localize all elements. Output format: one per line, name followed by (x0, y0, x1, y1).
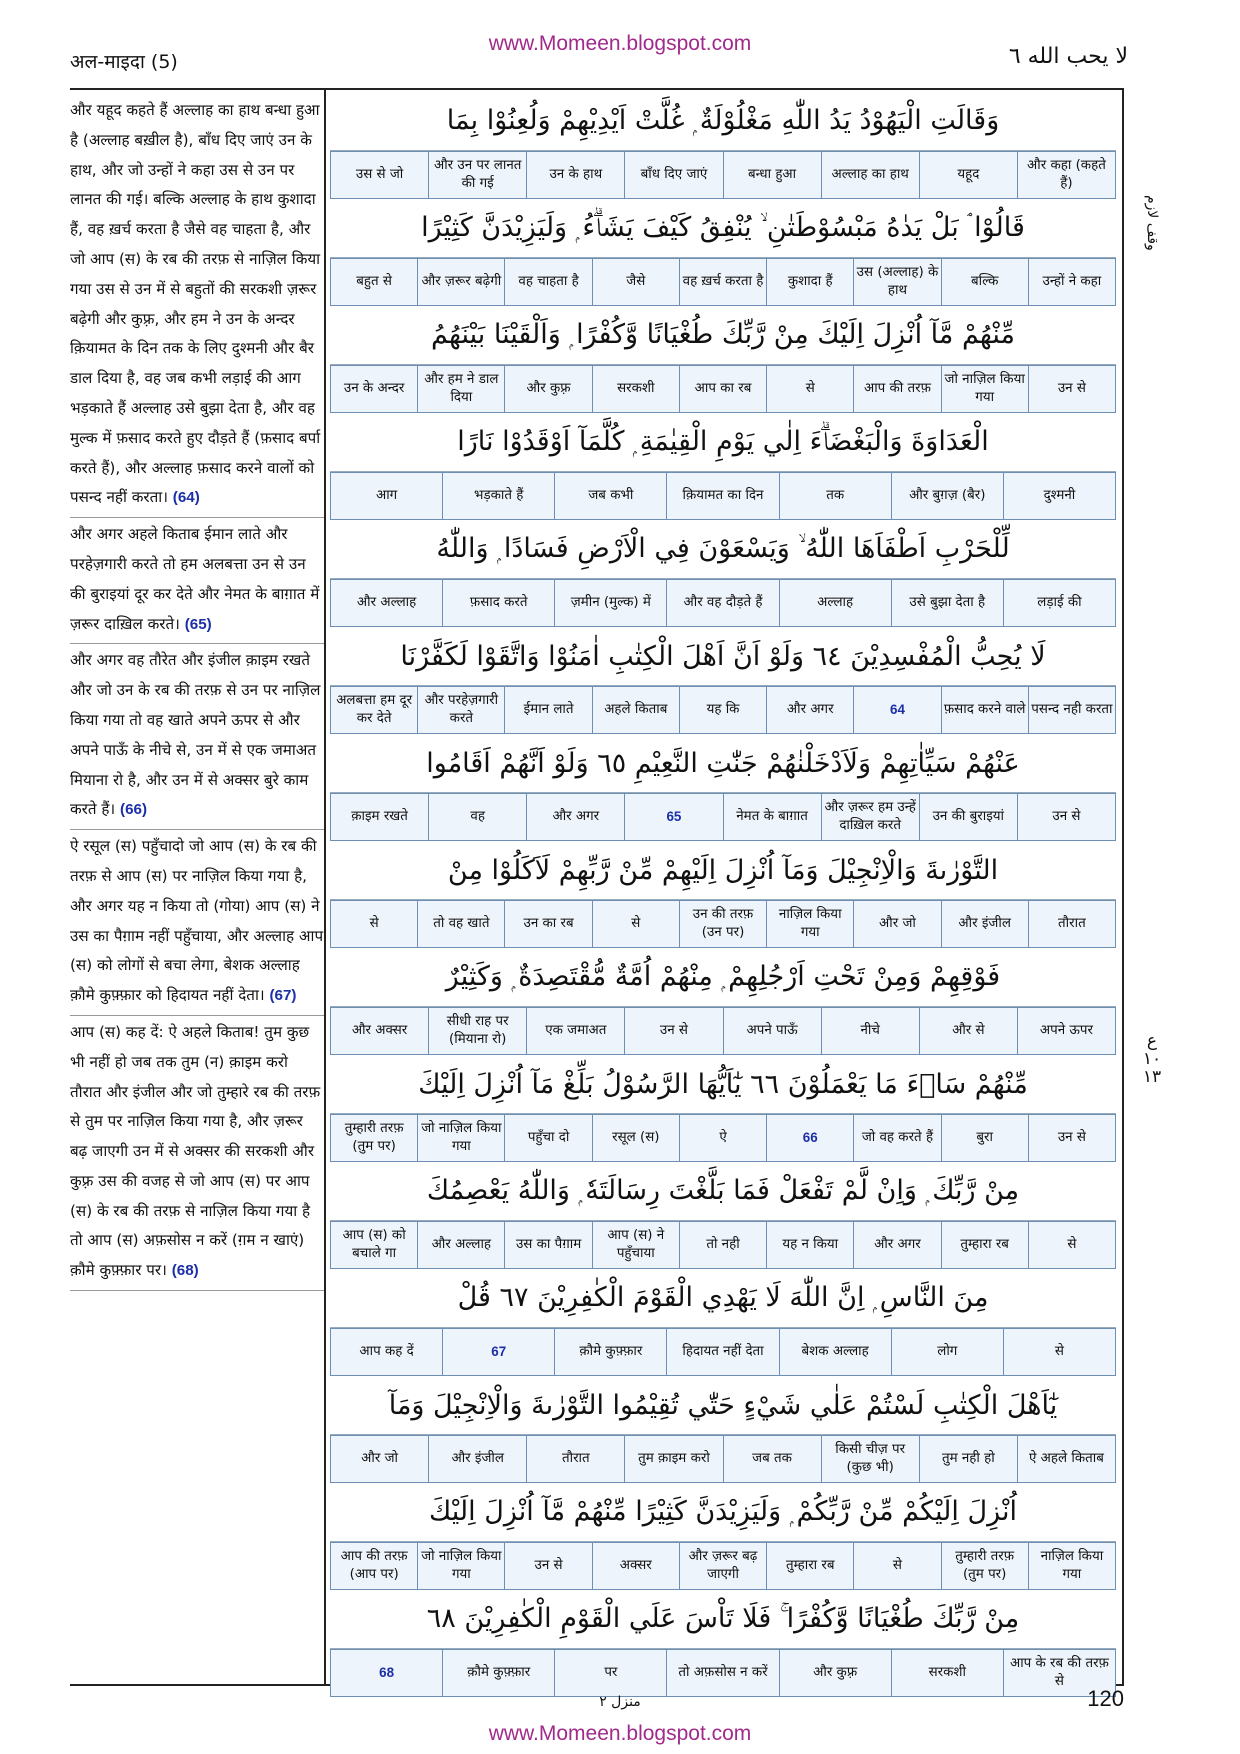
word-translation-cell: और ज़रूर बढ़ेगी (417, 259, 504, 305)
word-translation-strip (330, 1114, 1116, 1162)
word-translation-cell: तुम नही हो (919, 1436, 1017, 1482)
word-translation-cell: किसी चीज़ पर (कुछ भी) (821, 1436, 919, 1482)
word-translation-cell: से (1028, 1222, 1115, 1268)
translation-paragraph (70, 644, 324, 830)
word-translation-strip (330, 1649, 1116, 1697)
word-translation-cell: यह न किया (766, 1222, 853, 1268)
word-translation-cell: तुम्हारा रब (941, 1222, 1028, 1268)
word-translation-cell: आप (स) ने पहुँचाया (592, 1222, 679, 1268)
word-translation-cell: अल्लाह (779, 580, 891, 626)
arabic-line: فَوْقِهِمْ وَمِنْ تَحْتِ اَرْجُلِهِمْ ۭ مِنْهُمْ اُمَّةٌ مُّقْتَصِدَةٌ ۭ وَكَثِيْرٌ (330, 948, 1116, 1007)
word-translation-cell: और अल्लाह (331, 580, 442, 626)
word-translation-cell: तक (779, 473, 891, 519)
word-translation-cell: क़ाइम रखते (331, 794, 428, 840)
verse-number: (66) (120, 801, 148, 819)
word-translation-cell: उन से (624, 1008, 722, 1054)
translation-column (70, 94, 324, 1291)
arabic-line: عَنْهُمْ سَيِّاٰتِهِمْ وَلَاَدْخَلْنٰهُمْ جَنّٰتِ النَّعِيْمِ ٦٥ وَلَوْ اَنَّهُمْ اَقَامُوا (330, 734, 1116, 793)
arabic-line: التَّوْرٰىةَ وَالْاِنْجِيْلَ وَمَآ اُنْزِلَ اِلَيْهِمْ مِّنْ رَّبِّهِمْ لَاَكَلُوْا مِنْ (330, 841, 1116, 900)
word-translation-cell: उन के हाथ (526, 152, 624, 198)
word-translation-cell: और इंजील (428, 1436, 526, 1482)
word-translation-cell: बेशक अल्लाह (779, 1329, 891, 1375)
word-translation-cell: उस का पैग़ाम (504, 1222, 591, 1268)
word-translation-cell: से (331, 901, 417, 947)
word-translation-cell: उन्हों ने कहा (1028, 259, 1115, 305)
word-translation-strip (330, 793, 1116, 841)
word-translation-cell: और कुफ़्र (779, 1650, 891, 1696)
word-translation-cell: उसे बुझा देता है (891, 580, 1003, 626)
verse-row (330, 1483, 1116, 1590)
word-translation-cell: तो नही (679, 1222, 766, 1268)
word-translation-cell: और से (919, 1008, 1017, 1054)
word-translation-cell: क़ियामत का दिन (666, 473, 778, 519)
word-translation-cell: वह चाहता है (504, 259, 591, 305)
word-translation-cell: आप की तरफ़ (आप पर) (331, 1543, 417, 1589)
arabic-line: مِّنْهُمْ سَاۗءَ مَا يَعْمَلُوْنَ ٦٦ يٰٓاَيُّهَا الرَّسُوْلُ بَلِّغْ مَآ اُنْزِلَ اِلَيْكَ (330, 1055, 1116, 1114)
word-translation-cell: नाज़िल किया गया (766, 901, 853, 947)
word-translation-cell: और बुग़ज़ (बैर) (891, 473, 1003, 519)
verse-number-cell: 65 (624, 794, 722, 840)
page-number: 120 (1087, 1686, 1124, 1711)
word-translation-cell: लड़ाई की (1003, 580, 1115, 626)
word-translation-strip (330, 579, 1116, 627)
right-border (1122, 90, 1124, 1685)
word-translation-strip (330, 365, 1116, 413)
word-translation-cell: भड़काते हैं (442, 473, 554, 519)
verse-number-cell: 68 (331, 1650, 442, 1696)
word-translation-cell: आप का रब (679, 366, 766, 412)
word-translation-cell: और अगर (853, 1222, 940, 1268)
arabic-line: لِّلْحَرْبِ اَطْفَاَهَا اللّٰهُ ۙ وَيَسْعَوْنَ فِي الْاَرْضِ فَسَادًا ۭ وَاللّٰهُ (330, 520, 1116, 579)
word-translation-cell: उन की तरफ़ (उन पर) (679, 901, 766, 947)
word-translation-cell: उन की बुराइयां (919, 794, 1017, 840)
word-translation-cell: उन से (1017, 794, 1115, 840)
word-translation-cell: जब तक (723, 1436, 821, 1482)
verse-row (330, 92, 1116, 199)
word-translation-cell: तुम्हारा रब (766, 1543, 853, 1589)
word-translation-cell: आप के रब की तरफ़ से (1003, 1650, 1115, 1696)
word-translation-cell: बुरा (941, 1115, 1028, 1161)
word-translation-cell: बन्धा हुआ (723, 152, 821, 198)
verse-row (330, 734, 1116, 841)
arabic-line: اُنْزِلَ اِلَيْكُمْ مِّنْ رَّبِّكُمْ ۭ وَلَيَزِيْدَنَّ كَثِيْرًا مِّنْهُمْ مَّآ اُنْزِلَ اِلَيْكَ (330, 1483, 1116, 1542)
word-translation-cell: तो अफ़सोस न करें (666, 1650, 778, 1696)
word-translation-cell: यह कि (679, 687, 766, 733)
word-translation-cell: जो नाज़िल किया गया (941, 366, 1028, 412)
word-translation-cell: उन का रब (504, 901, 591, 947)
arabic-line: وَقَالَتِ الْيَهُوْدُ يَدُ اللّٰهِ مَغْلُوْلَةٌ ۭ غُلَّتْ اَيْدِيْهِمْ وَلُعِنُوْا بِمَا (330, 92, 1116, 151)
word-translation-cell: और उन पर लानत की गई (428, 152, 526, 198)
word-translation-cell: और हम ने डाल दिया (417, 366, 504, 412)
word-translation-cell: तुम क़ाइम करो (624, 1436, 722, 1482)
word-translation-cell: एक जमाअत (526, 1008, 624, 1054)
verse-row (330, 1269, 1116, 1376)
word-translation-cell: ऐ (679, 1115, 766, 1161)
word-translation-cell: आप (स) को बचाले गा (331, 1222, 417, 1268)
word-translation-cell: ईमान लाते (504, 687, 591, 733)
word-translation-cell: और जो (331, 1436, 428, 1482)
word-translation-cell: बाँध दिए जाएं (624, 152, 722, 198)
word-translation-cell: जो वह करते हैं (853, 1115, 940, 1161)
word-translation-cell: सरकशी (891, 1650, 1003, 1696)
word-translation-cell: अलबत्ता हम दूर कर देते (331, 687, 417, 733)
word-translation-cell: बहुत से (331, 259, 417, 305)
word-translation-cell: जब कभी (554, 473, 666, 519)
translation-paragraph (70, 1016, 324, 1291)
verse-number: (64) (172, 489, 200, 507)
manzil-label: منزل ٢ (599, 1694, 641, 1710)
column-divider (324, 90, 326, 1685)
word-translation-cell: अहले किताब (592, 687, 679, 733)
word-translation-cell: बल्कि (941, 259, 1028, 305)
word-translation-cell: नीचे (821, 1008, 919, 1054)
word-translation-strip (330, 151, 1116, 199)
arabic-line: الْعَدَاوَةَ وَالْبَغْضَاۗءَ اِلٰي يَوْمِ الْقِيٰمَةِ ۭ كُلَّمَآ اَوْقَدُوْا نَارًا (330, 413, 1116, 472)
word-translation-strip (330, 472, 1116, 520)
word-translation-cell: तौरात (1028, 901, 1115, 947)
verse-row (330, 199, 1116, 306)
arabic-line: مِنْ رَّبِّكَ ۭ وَاِنْ لَّمْ تَفْعَلْ فَمَا بَلَّغْتَ رِسَالَتَهٗ ۭ وَاللّٰهُ يَعْصِمُكَ (330, 1162, 1116, 1221)
arabic-line: مِنَ النَّاسِ ۭ اِنَّ اللّٰهَ لَا يَهْدِي الْقَوْمَ الْكٰفِرِيْنَ ٦٧ قُلْ (330, 1269, 1116, 1328)
word-translation-cell: जो नाज़िल किया गया (417, 1115, 504, 1161)
word-translation-cell: उस (अल्लाह) के हाथ (853, 259, 940, 305)
word-translation-cell: हिदायत नहीं देता (666, 1329, 778, 1375)
word-translation-cell: से (1003, 1329, 1115, 1375)
verse-row (330, 1376, 1116, 1483)
word-translation-cell: उस से जो (331, 152, 428, 198)
word-translation-cell: उन के अन्दर (331, 366, 417, 412)
word-translation-cell: रसूल (स) (592, 1115, 679, 1161)
paragraph-text: और अगर अहले किताब ईमान लाते और परहेज़गारी करते तो हम अलबत्ता उन से उन की बुराइयां दूर कर देते और नेमत के बाग़ात में ज़रूर दाख़िल करते। (70, 525, 320, 633)
word-translation-cell: सीधी राह पर (मियाना रो) (428, 1008, 526, 1054)
word-translation-strip (330, 1435, 1116, 1483)
word-by-word-panel (330, 92, 1116, 1697)
word-translation-cell: क़ौमे कुफ़्फ़ार (442, 1650, 554, 1696)
word-translation-cell: फ़साद करने वाले (941, 687, 1028, 733)
verse-number: (67) (269, 987, 297, 1005)
word-translation-strip (330, 1221, 1116, 1269)
translation-paragraph (70, 518, 324, 644)
word-translation-cell: और ज़रूर हम उन्हें दाख़िल करते (821, 794, 919, 840)
verse-row (330, 306, 1116, 413)
word-translation-cell: आप की तरफ़ (853, 366, 940, 412)
verse-row (330, 1590, 1116, 1697)
verse-row (330, 1055, 1116, 1162)
verse-row (330, 841, 1116, 948)
word-translation-cell: तुम्हारी तरफ़ (तुम पर) (331, 1115, 417, 1161)
word-translation-cell: और इंजील (941, 901, 1028, 947)
word-translation-strip (330, 1328, 1116, 1376)
ruku-marker: ع ١٠ ١٣ (1142, 1031, 1162, 1087)
word-translation-cell: यहूद (919, 152, 1017, 198)
word-translation-cell: और कहा (कहते हैं) (1017, 152, 1115, 198)
paragraph-text: और अगर वह तौरेत और इंजील क़ाइम रखते और जो उन के रब की तरफ़ से उन पर नाज़िल किया गया तो वह खाते अपने ऊपर से और अपने पाऊँ के नीचे से, उन में से एक जमाअत मियाना रो है, और उन में से अक्सर बुरे काम करते हैं। (70, 651, 321, 819)
word-translation-cell: आप कह दें (331, 1329, 442, 1375)
word-translation-cell: कुशादा हैं (766, 259, 853, 305)
word-translation-cell: उन से (1028, 1115, 1115, 1161)
word-translation-cell: तो वह खाते (417, 901, 504, 947)
verse-row (330, 948, 1116, 1055)
verse-number: (68) (171, 1262, 199, 1280)
word-translation-cell: सरकशी (592, 366, 679, 412)
top-url[interactable]: www.Momeen.blogspot.com (488, 32, 752, 55)
word-translation-cell: और अक्सर (331, 1008, 428, 1054)
verse-row (330, 627, 1116, 734)
word-translation-cell: वह (428, 794, 526, 840)
word-translation-cell: फ़साद करते (442, 580, 554, 626)
word-translation-cell: वह ख़र्च करता है (679, 259, 766, 305)
arabic-line: مِنْ رَّبِّكَ طُغْيَانًا وَّكُفْرًا ۚ فَلَا تَاْسَ عَلَي الْقَوْمِ الْكٰفِرِيْنَ ٦٨ (330, 1590, 1116, 1649)
word-translation-cell: और वह दौड़ते हैं (666, 580, 778, 626)
word-translation-cell: उन से (504, 1543, 591, 1589)
verse-row (330, 1162, 1116, 1269)
word-translation-cell: अल्लाह का हाथ (821, 152, 919, 198)
word-translation-cell: से (853, 1543, 940, 1589)
word-translation-cell: ऐ अहले किताब (1017, 1436, 1115, 1482)
arabic-line: قَالُوْا ۘ بَلْ يَدٰهُ مَبْسُوْطَتٰنِ ۙ يُنْفِقُ كَيْفَ يَشَاۗءُ ۭ وَلَيَزِيْدَنَّ كَثِيْرًا (330, 199, 1116, 258)
word-translation-cell: और ज़रूर बढ़ जाएगी (679, 1543, 766, 1589)
verse-row (330, 413, 1116, 520)
word-translation-cell: आग (331, 473, 442, 519)
top-rule (70, 88, 1124, 90)
word-translation-cell: तौरात (526, 1436, 624, 1482)
verse-number: (65) (184, 615, 212, 633)
paragraph-text: आप (स) कह दें: ऐ अहले किताब! तुम कुछ भी नहीं हो जब तक तुम (न) क़ाइम करो तौरात और इंजील और जो तुम्हारे रब की तरफ़ से तुम पर नाज़िल किया गया है, और ज़रूर बढ़ जाएगी उन में से अक्सर की सरकशी और कुफ़्र उस की वजह से जो आप (स) पर आप (स) के रब की तरफ़ से नाज़िल किया गया है तो आप (स) अफ़सोस न करें (ग़म न खाएं) क़ौमे कुफ़्फ़ार पर। (70, 1022, 321, 1280)
juz-header: لا يحب الله ٦ (1008, 44, 1128, 69)
word-translation-cell: क़ौमे कुफ़्फ़ार (554, 1329, 666, 1375)
word-translation-cell: जो नाज़िल किया गया (417, 1543, 504, 1589)
word-translation-cell: अपने पाऊँ (723, 1008, 821, 1054)
arabic-line: يٰٓاَهْلَ الْكِتٰبِ لَسْتُمْ عَلٰي شَيْءٍ حَتّٰي تُقِيْمُوا التَّوْرٰىةَ وَالْاِنْجِيْلَ وَمَآ (330, 1376, 1116, 1435)
word-translation-strip (330, 900, 1116, 948)
waqf-note: وقف لازم (1144, 195, 1160, 251)
word-translation-cell: जैसे (592, 259, 679, 305)
word-translation-strip (330, 1542, 1116, 1590)
arabic-line: مِّنْهُمْ مَّآ اُنْزِلَ اِلَيْكَ مِنْ رَّبِّكَ طُغْيَانًا وَّكُفْرًا ۭ وَاَلْقَيْنَا بَيْنَهُمُ (330, 306, 1116, 365)
word-translation-cell: और परहेज़गारी करते (417, 687, 504, 733)
bottom-url[interactable]: www.Momeen.blogspot.com (488, 1722, 752, 1745)
word-translation-cell: से (592, 901, 679, 947)
word-translation-cell: तुम्हारी तरफ़ (तुम पर) (941, 1543, 1028, 1589)
verse-row (330, 520, 1116, 627)
word-translation-cell: और अगर (766, 687, 853, 733)
word-translation-cell: और कुफ़्र (504, 366, 591, 412)
word-translation-strip (330, 1007, 1116, 1055)
word-translation-cell: से (766, 366, 853, 412)
word-translation-cell: पर (554, 1650, 666, 1696)
word-translation-cell: अक्सर (592, 1543, 679, 1589)
translation-paragraph (70, 94, 324, 518)
verse-number-cell: 67 (442, 1329, 554, 1375)
paragraph-text: ऐ रसूल (स) पहुँचादो जो आप (स) के रब की तरफ़ से आप (स) पर नाज़िल किया गया है, और अगर यह न किया तो (गोया) आप (स) ने उस का पैग़ाम नहीं पहुँचाया, और अल्लाह आप (स) को लोगों से बचा लेगा, बेशक अल्लाह क़ौमे कुफ़्फ़ार को हिदायत नहीं देता। (70, 837, 324, 1005)
surah-header: अल-माइदा (5) (70, 51, 178, 73)
verse-number-cell: 66 (766, 1115, 853, 1161)
word-translation-cell: नेमत के बाग़ात (723, 794, 821, 840)
translation-paragraph (70, 830, 324, 1016)
word-translation-cell: पसन्द नही करता (1028, 687, 1115, 733)
word-translation-cell: उन से (1028, 366, 1115, 412)
word-translation-cell: नाज़िल किया गया (1028, 1543, 1115, 1589)
word-translation-cell: और जो (853, 901, 940, 947)
verse-number-cell: 64 (853, 687, 940, 733)
word-translation-cell: पहुँचा दो (504, 1115, 591, 1161)
paragraph-text: और यहूद कहते हैं अल्लाह का हाथ बन्धा हुआ है (अल्लाह बख़ील है), बाँध दिए जाएं उन के हाथ, और जो उन्हों ने कहा उस से उन पर लानत की गई। बल्कि अल्लाह के हाथ कुशादा हैं, वह ख़र्च करता है जैसे वह चाहता है, और जो आप (स) के रब की तरफ़ से नाज़िल किया गया उस से उन में से बहुतों की सरकशी ज़रूर बढ़ेगी और कुफ़्र, और हम ने उन के अन्दर क़ियामत के दिन तक के लिए दुश्मनी और बैर डाल दिया है, वह जब कभी लड़ाई की आग भड़काते हैं अल्लाह उसे बुझा देता है, और वह मुल्क में फ़साद करते हुए दौड़ते हैं (फ़साद बर्पा करते हैं), और अल्लाह फ़साद करने वालों को पसन्द नहीं करता। (70, 101, 321, 507)
word-translation-cell: और अल्लाह (417, 1222, 504, 1268)
word-translation-strip (330, 258, 1116, 306)
word-translation-cell: लोग (891, 1329, 1003, 1375)
word-translation-cell: दुश्मनी (1003, 473, 1115, 519)
word-translation-cell: और अगर (526, 794, 624, 840)
word-translation-cell: ज़मीन (मुल्क) में (554, 580, 666, 626)
word-translation-strip (330, 686, 1116, 734)
word-translation-cell: अपने ऊपर (1017, 1008, 1115, 1054)
arabic-line: لَا يُحِبُّ الْمُفْسِدِيْنَ ٦٤ وَلَوْ اَنَّ اَهْلَ الْكِتٰبِ اٰمَنُوْا وَاتَّقَوْا لَكَفَّرْنَا (330, 627, 1116, 686)
